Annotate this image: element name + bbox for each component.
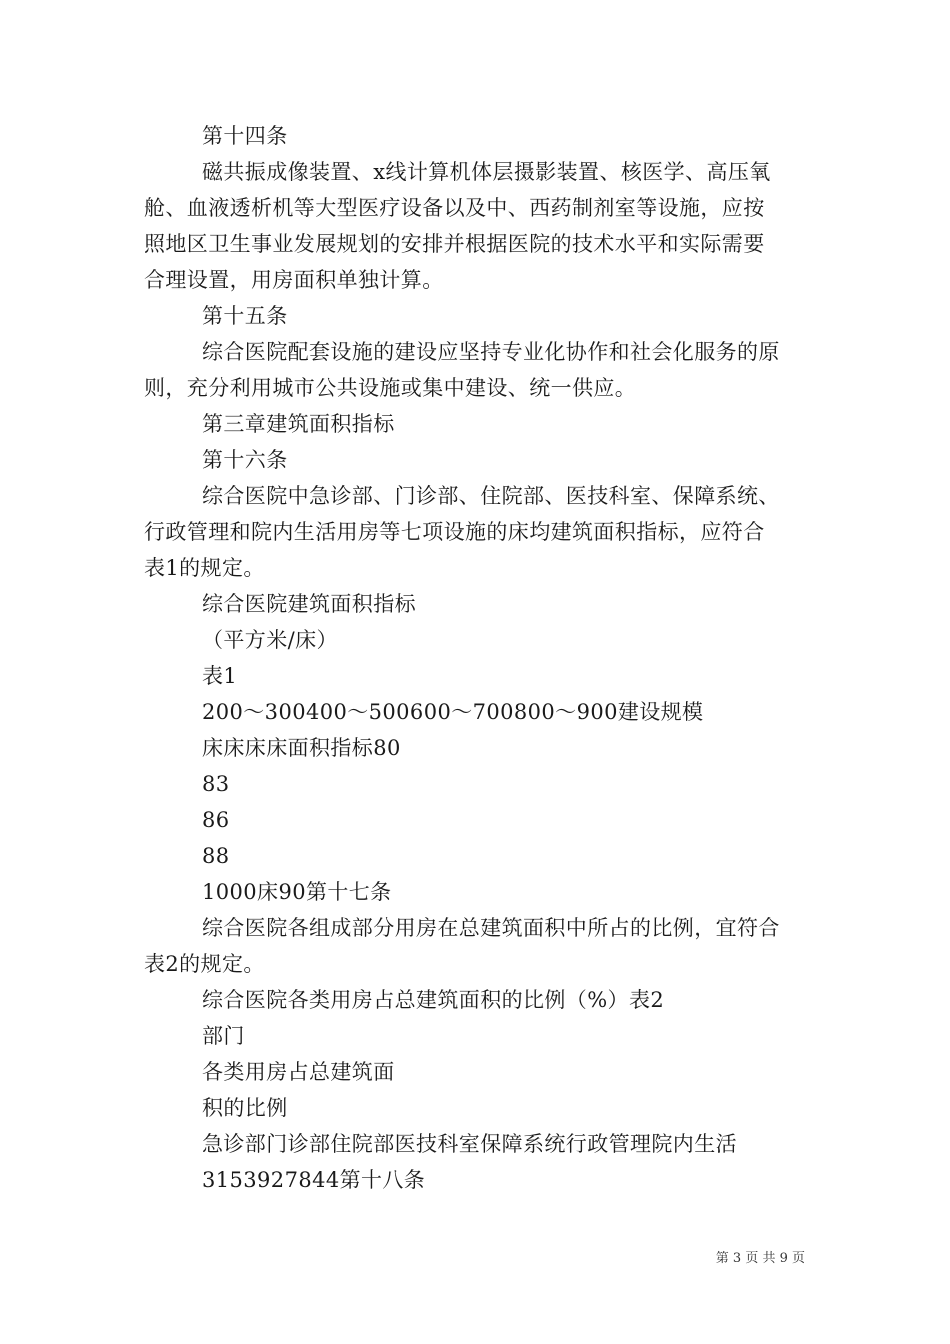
- chapter-heading: 第三章建筑面积指标: [202, 412, 395, 436]
- article-heading: 第十四条: [202, 124, 288, 148]
- article-heading: 第十六条: [202, 448, 288, 472]
- table-text-line: 200～300400～500600～700800～900建设规模: [202, 700, 704, 724]
- table-title: 综合医院建筑面积指标: [202, 592, 416, 616]
- table-text-line: 88: [202, 844, 230, 868]
- table-text-line: 1000床90第十七条: [202, 880, 392, 904]
- document-body: [144, 118, 810, 1198]
- page-number-footer: 第 3 页 共 9 页: [715, 1251, 805, 1266]
- table-text-line: 3153927844第十八条: [202, 1168, 426, 1192]
- article-heading: 第十五条: [202, 304, 288, 328]
- paragraph-line: 照地区卫生事业发展规划的安排并根据医院的技术水平和实际需要: [144, 232, 765, 256]
- paragraph-line: 综合医院中急诊部、门诊部、住院部、医技科室、保障系统、: [202, 484, 780, 508]
- table-text-line: 86: [202, 808, 230, 832]
- paragraph-line: 磁共振成像装置、x线计算机体层摄影装置、核医学、高压氧: [202, 160, 771, 184]
- paragraph-line: 则，充分利用城市公共设施或集中建设、统一供应。: [144, 376, 637, 400]
- paragraph-line: 综合医院配套设施的建设应坚持专业化协作和社会化服务的原: [202, 340, 780, 364]
- table-text-line: 急诊部门诊部住院部医技科室保障系统行政管理院内生活: [202, 1132, 737, 1156]
- table-label: 表1: [202, 664, 238, 688]
- table-text-line: 积的比例: [202, 1096, 288, 1120]
- paragraph-line: 综合医院各组成部分用房在总建筑面积中所占的比例，宜符合: [202, 916, 780, 940]
- table-text-line: 部门: [202, 1024, 245, 1048]
- table-text-line: 床床床床面积指标80: [202, 736, 401, 760]
- table-text-line: 83: [202, 772, 230, 796]
- paragraph-line: 行政管理和院内生活用房等七项设施的床均建筑面积指标，应符合: [144, 520, 765, 544]
- paragraph-line: 表2的规定。: [144, 952, 265, 976]
- table-title: 综合医院各类用房占总建筑面积的比例（%）表2: [202, 988, 665, 1012]
- paragraph-line: 舱、血液透析机等大型医疗设备以及中、西药制剂室等设施，应按: [144, 196, 765, 220]
- table-unit: （平方米/床）: [202, 628, 338, 652]
- paragraph-line: 表1的规定。: [144, 556, 265, 580]
- table-text-line: 各类用房占总建筑面: [202, 1060, 395, 1084]
- paragraph-line: 合理设置，用房面积单独计算。: [144, 268, 444, 292]
